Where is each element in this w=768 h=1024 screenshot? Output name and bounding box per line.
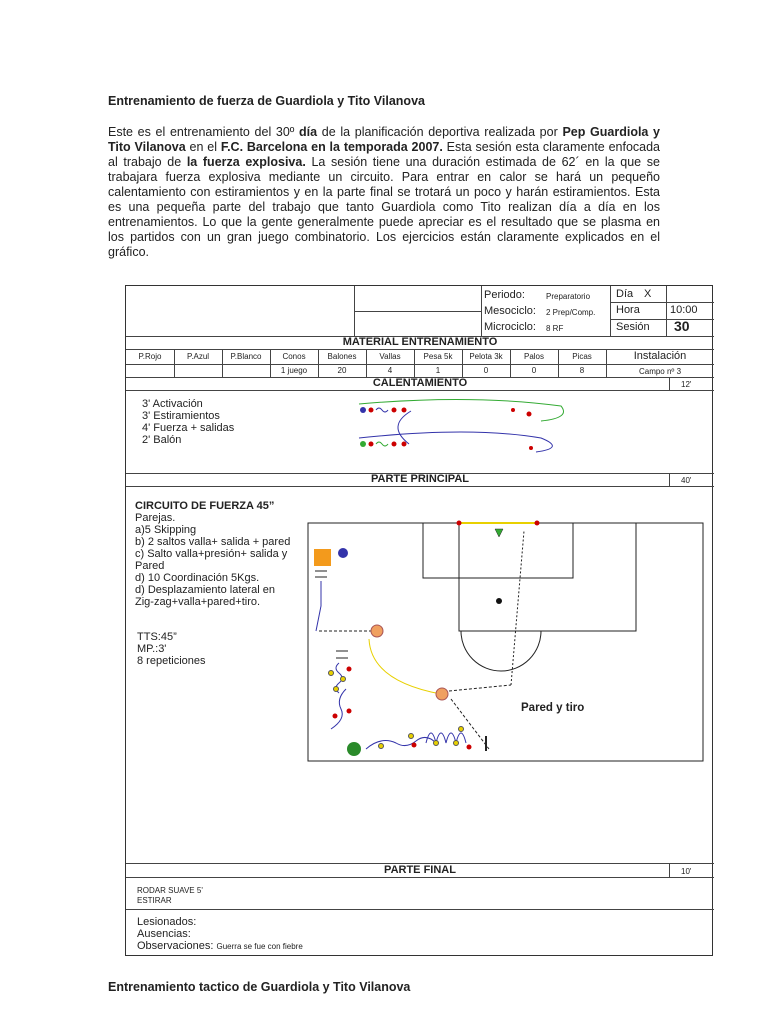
calentamiento-time: 12' (681, 380, 692, 389)
circuito-item: Zig-zag+valla+pared+tiro. (135, 596, 261, 608)
instalacion-label: Instalación (633, 350, 687, 362)
periodo-label: Periodo: (484, 289, 525, 301)
tts-item: 8 repeticiones (137, 655, 206, 667)
mesociclo-value: 2 Prep/Comp. (546, 308, 596, 317)
material-value: 0 (531, 366, 537, 375)
circuito-title: CIRCUITO DE FUERZA 45” (135, 500, 275, 512)
intro-paragraph: Este es el entrenamiento del 30º día de la planificación deportiva realizada por Pep Guardiola y Tito Vilanova en el F.C. Barcelona en la temporada 2007. Esta sesión esta claramente enfocada al trabajo de la fuerza explosiva. La sesión tiene una duración estimada de 62´ en la que se trabajara fuerza explosiva mediante un circuito. Para entrar en calor se hará un pequeño calentamiento con estiramientos y en la parte final se trotará un poco y harán estiramientos. Esta es una pequeña parte del trabajo que tanto Guardiola como Tito realizan día a día en los entrenamientos. Lo que la gente generalmente puede apreciar es el resultado que se plasma en los partidos con un gran juego combinatorio. Los ejercicios están claramente explicados en el gráfico. (108, 125, 661, 259)
observaciones-value: Guerra se fue con fiebre (216, 942, 303, 951)
final-item: RODAR SUAVE 5' (137, 886, 203, 895)
microciclo-value: 8 RF (546, 324, 564, 333)
lesionados-label: Lesionados: (137, 916, 197, 928)
calentamiento-item: 4' Fuerza + salidas (142, 422, 235, 434)
material-value: 1 (435, 366, 441, 375)
final-title: PARTE FINAL (384, 864, 456, 876)
material-header: Pesa 5k (423, 352, 453, 361)
hora-label: Hora (616, 304, 640, 316)
circuito-item: d) Desplazamiento lateral en (135, 584, 276, 596)
principal-title: PARTE PRINCIPAL (371, 473, 469, 485)
material-value: 8 (579, 366, 585, 375)
principal-time: 40' (681, 476, 692, 485)
hora-value: 10:00 (670, 304, 698, 316)
circuito-item: a)5 Skipping (135, 524, 197, 536)
sesion-label: Sesión (616, 321, 650, 333)
microciclo-label: Microciclo: (484, 321, 536, 333)
calentamiento-item: 2' Balón (142, 434, 182, 446)
calentamiento-item: 3' Estiramientos (142, 410, 220, 422)
training-sheet (125, 285, 713, 956)
ausencias-label: Ausencias: (137, 928, 191, 940)
dia-value: X (644, 288, 652, 300)
periodo-value: Preparatorio (546, 292, 591, 301)
material-value: 4 (387, 366, 393, 375)
calentamiento-list (142, 398, 234, 446)
material-header: P.Rojo (138, 352, 162, 361)
material-title: MATERIAL ENTRENAMIENTO (342, 336, 498, 348)
observaciones-label: Observaciones: (137, 940, 214, 952)
circuito-list (135, 512, 315, 608)
material-header: Picas (572, 352, 592, 361)
circuito-item: c) Salto valla+presión+ salida y (135, 548, 288, 560)
material-header: Pelota 3k (469, 352, 503, 361)
dia-label: Día (616, 288, 634, 300)
material-header: P.Blanco (230, 352, 262, 361)
article-title: Entrenamiento de fuerza de Guardiola y Tito Vilanova (108, 94, 425, 108)
notes-block (137, 916, 303, 953)
mesociclo-label: Mesociclo: (484, 305, 536, 317)
instalacion-value: Campo nº 3 (638, 367, 682, 376)
final-list (137, 886, 203, 906)
calentamiento-item: 3' Activación (142, 398, 203, 410)
material-header: P.Azul (186, 352, 210, 361)
pared-tiro-label: Pared y tiro (521, 702, 585, 714)
field-diagram (301, 511, 706, 766)
calentamiento-title: CALENTAMIENTO (372, 377, 468, 389)
circuito-item: Pared (135, 560, 165, 572)
material-header: Conos (282, 352, 306, 361)
material-header: Palos (523, 352, 544, 361)
material-value: 0 (483, 366, 489, 375)
tts-item: MP.:3' (137, 643, 167, 655)
circuito-item: b) 2 saltos valla+ salida + pared (135, 536, 291, 548)
circuito-item: d) 10 Coordinación 5Kgs. (135, 572, 260, 584)
material-header: Vallas (379, 352, 401, 361)
second-title: Entrenamiento tactico de Guardiola y Tito Vilanova (108, 980, 411, 994)
final-time: 10' (681, 867, 692, 876)
material-header: Balones (327, 352, 357, 361)
tts-item: TTS:45” (137, 631, 177, 643)
material-value: 1 juego (280, 366, 308, 375)
circuito-item: Parejas. (135, 512, 176, 524)
tts-list (137, 631, 206, 667)
sesion-value: 30 (674, 318, 690, 334)
warmup-diagram (351, 396, 581, 461)
final-item: ESTIRAR (137, 896, 172, 905)
material-value: 20 (337, 366, 347, 375)
